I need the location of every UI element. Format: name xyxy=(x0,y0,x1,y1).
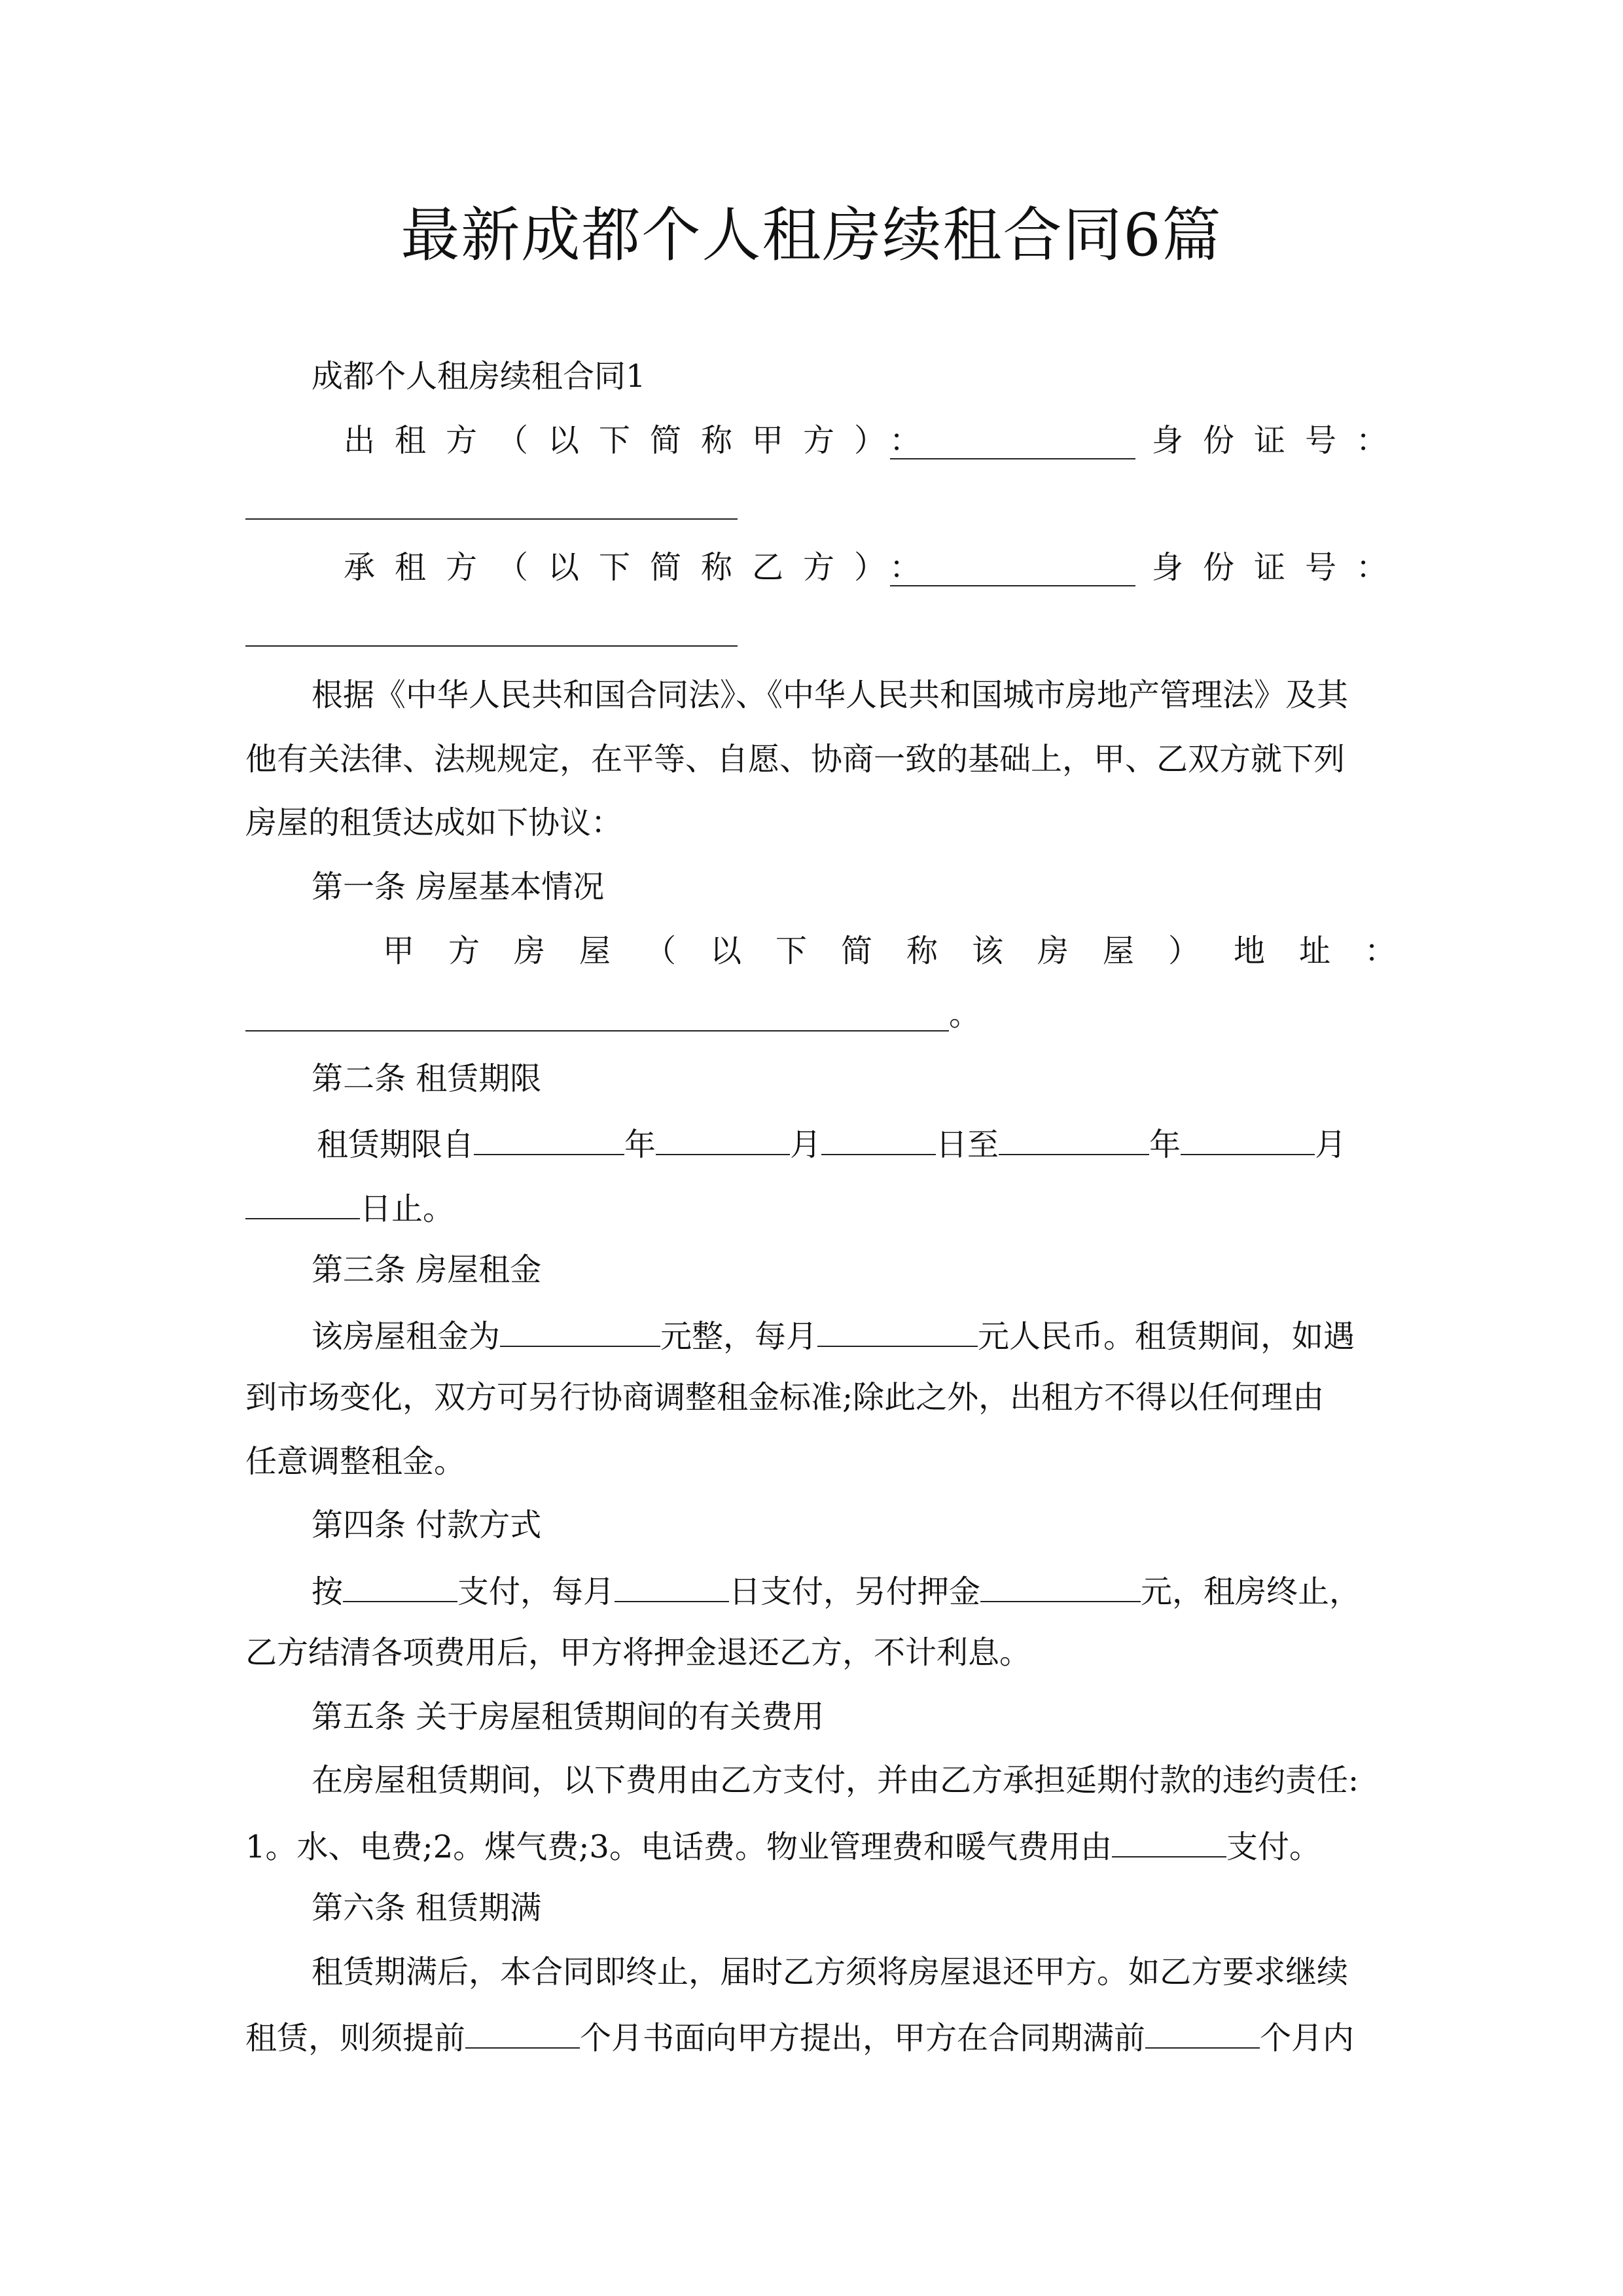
lessor-name-blank xyxy=(890,458,1135,459)
rent-total-blank xyxy=(500,1314,660,1347)
address-blank xyxy=(245,1030,949,1031)
end-year-blank xyxy=(999,1122,1149,1155)
renewal-month-label: 个月内 xyxy=(1260,2020,1355,2056)
fees-pay-label: 支付。 xyxy=(1226,1829,1321,1865)
end-day-blank xyxy=(245,1187,360,1219)
year-label-2: 年 xyxy=(1149,1126,1181,1163)
payment-method-blank xyxy=(343,1570,457,1602)
article-4-title: 第四条 付款方式 xyxy=(312,1507,542,1543)
article-1-text: 甲方房屋（以下简称该房屋）地址： xyxy=(383,933,1431,969)
rent-currency-label: 元人民币。租赁期间，如遇 xyxy=(978,1318,1355,1355)
lessee-id-blank xyxy=(245,645,738,647)
intro-line-3: 房屋的租赁达成如下协议： xyxy=(245,804,623,841)
article-3-line-3: 任意调整租金。 xyxy=(245,1443,466,1480)
deposit-unit-label: 元，租房终止， xyxy=(1141,1573,1361,1610)
renewal-notice-blank xyxy=(465,2016,580,2049)
month-label: 月 xyxy=(790,1126,822,1163)
year-label: 年 xyxy=(624,1126,656,1163)
article-2-end-line xyxy=(245,1187,454,1229)
end-month-blank xyxy=(1181,1122,1315,1155)
fees-text: 1。水、电费;2。煤气费;3。电话费。物业管理费和暖气费用由 xyxy=(245,1829,1112,1865)
rent-label: 该房屋租金为 xyxy=(312,1318,501,1355)
article-4-line-2: 乙方结清各项费用后，甲方将押金退还乙方，不计利息。 xyxy=(245,1634,1031,1671)
deposit-blank xyxy=(980,1570,1141,1602)
lessee-label: 承租方（以下简称乙方）： xyxy=(344,549,941,586)
month-label-2: 月 xyxy=(1315,1126,1347,1163)
lessee-id-label: 身份证号： xyxy=(1152,549,1408,586)
article-2-title: 第二条 租赁期限 xyxy=(312,1060,542,1097)
rent-monthly-label: 元整，每月 xyxy=(660,1318,818,1355)
day-to-label: 日至 xyxy=(936,1126,999,1163)
document-title: 最新成都个人租房续租合同6篇 xyxy=(401,201,1222,270)
article-5-line-2 xyxy=(245,1825,1321,1867)
day-end-label: 日止。 xyxy=(360,1191,455,1227)
address-end: 。 xyxy=(949,996,981,1033)
article-2-term-line xyxy=(317,1122,1346,1164)
start-month-blank xyxy=(656,1122,790,1155)
payment-monthly-label: 支付，每月 xyxy=(457,1573,615,1610)
article-6-line-1: 租赁期满后，本合同即终止，届时乙方须将房屋退还甲方。如乙方要求继续 xyxy=(312,1954,1349,1990)
intro-line-1: 根据《中华人民共和国合同法》、《中华人民共和国城市房地产管理法》及其 xyxy=(312,677,1349,713)
article-6-line-2 xyxy=(245,2016,1354,2058)
lessee-name-blank xyxy=(890,585,1135,586)
contract-subtitle: 成都个人租房续租合同1 xyxy=(312,358,646,395)
article-3-title: 第三条 房屋租金 xyxy=(312,1251,542,1288)
lessor-id-blank xyxy=(245,518,738,520)
article-5-line-1: 在房屋租赁期间，以下费用由乙方支付，并由乙方承担延期付款的违约责任: xyxy=(312,1762,1359,1799)
article-4-line-1 xyxy=(312,1570,1361,1611)
renewal-text: 租赁，则须提前 xyxy=(245,2020,466,2056)
term-start-label: 租赁期限自 xyxy=(317,1126,474,1163)
article-5-title: 第五条 关于房屋租赁期间的有关费用 xyxy=(312,1698,825,1735)
lessor-id-label: 身份证号： xyxy=(1152,422,1408,459)
payment-day-blank xyxy=(615,1570,729,1602)
rent-monthly-blank xyxy=(817,1314,978,1347)
renewal-reply-blank xyxy=(1145,2016,1260,2049)
article-1-title: 第一条 房屋基本情况 xyxy=(312,869,605,905)
start-day-blank xyxy=(821,1122,936,1155)
article-3-line-2: 到市场变化，双方可另行协商调整租金标准;除此之外，出租方不得以任何理由 xyxy=(245,1379,1325,1416)
intro-line-2: 他有关法律、法规规定，在平等、自愿、协商一致的基础上，甲、乙双方就下列 xyxy=(245,741,1346,778)
deposit-label: 日支付，另付押金 xyxy=(729,1573,981,1610)
article-6-title: 第六条 租赁期满 xyxy=(312,1890,542,1926)
article-3-line-1 xyxy=(312,1314,1355,1356)
lessor-label: 出租方（以下简称甲方）： xyxy=(344,422,941,459)
start-year-blank xyxy=(474,1122,624,1155)
payment-by-label: 按 xyxy=(312,1573,344,1610)
renewal-text-2: 个月书面向甲方提出，甲方在合同期满前 xyxy=(580,2020,1146,2056)
fees-payer-blank xyxy=(1112,1825,1226,1857)
